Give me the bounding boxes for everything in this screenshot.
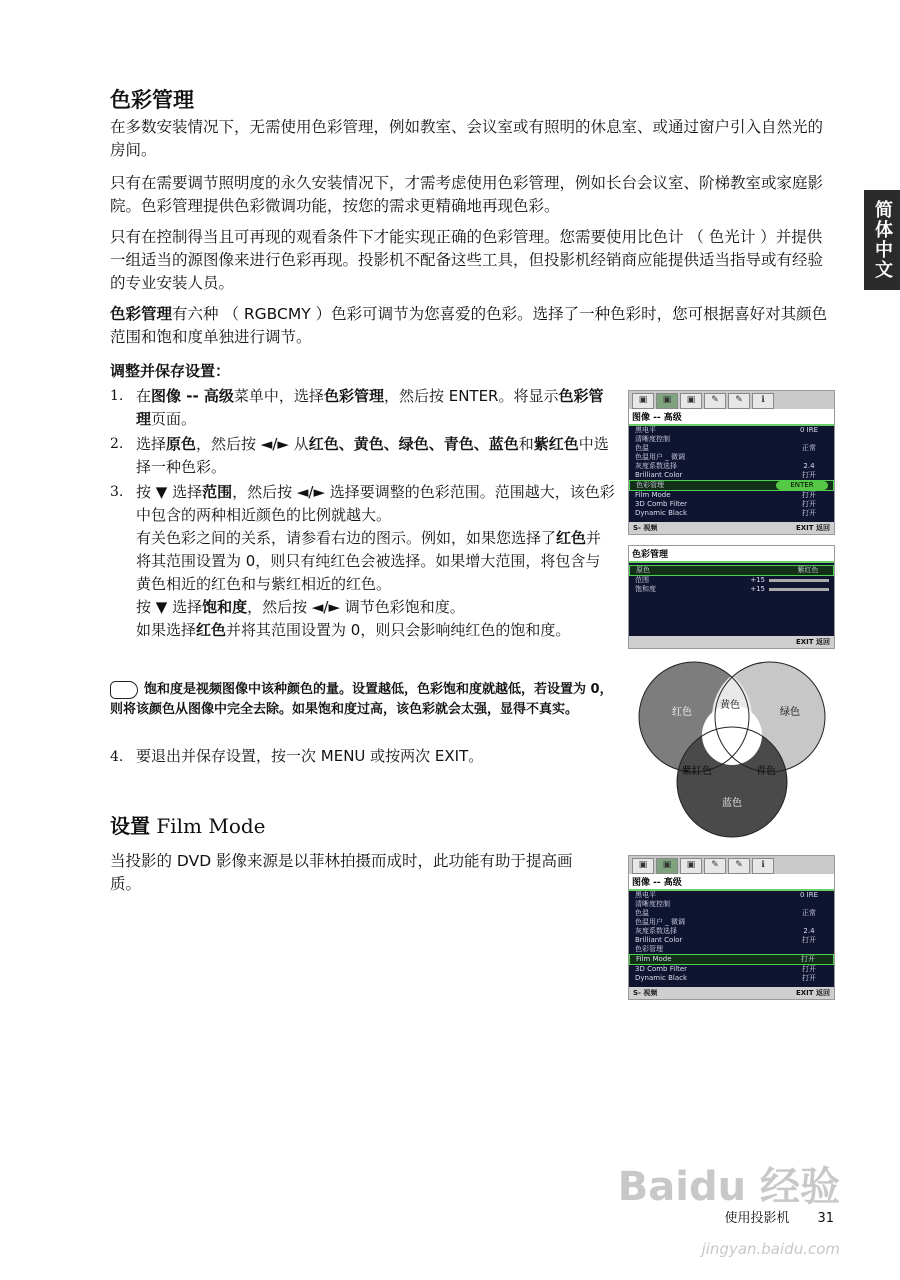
tab-icon: ▣ xyxy=(656,393,678,409)
menu-row: 饱和度 +15 xyxy=(629,585,834,594)
tab-icon: ℹ xyxy=(752,393,774,409)
menu-row: 色温用户 _ 微调 xyxy=(635,918,685,926)
menu-row: Film Mode 打开 xyxy=(635,491,816,499)
steps-list xyxy=(110,385,615,644)
tab-icon: ℹ xyxy=(752,858,774,874)
menu-footer: S- 视频 EXIT 返回 xyxy=(629,987,834,999)
tab-icon: ▣ xyxy=(680,858,702,874)
menu-row: 清晰度控制 xyxy=(635,900,670,908)
menu-row: Brilliant Color 打开 xyxy=(635,471,816,479)
menu-row: 3D Comb Filter 打开 xyxy=(635,965,816,973)
menu-row: Dynamic Black 打开 xyxy=(635,974,816,982)
menu-row: Dynamic Black 打开 xyxy=(635,509,816,517)
menu-row: 色温用户 _ 微调 xyxy=(635,453,685,461)
tab-icon: ▣ xyxy=(656,858,678,874)
step-2: 2. 选择原色，然后按 ◄/► 从红色、黄色、绿色、青色、蓝色和紫红色中选择一种色彩。 xyxy=(110,435,609,476)
menu-row-selected: 色彩管理 ENTER xyxy=(629,480,834,491)
menu-row: 灰度系数选择 2.4 xyxy=(635,462,815,470)
menu-row: 色彩管理 xyxy=(635,945,663,953)
watermark-logo: Baidu 经验 xyxy=(617,1164,840,1210)
menu-title: 图像 -- 高级 xyxy=(629,874,834,891)
film-mode-heading: 设置 Film Mode xyxy=(110,814,266,838)
tab-icon: ▣ xyxy=(632,393,654,409)
page-number: 31 xyxy=(817,1211,834,1226)
venn-label-yellow: 黄色 xyxy=(720,700,740,711)
menu-footer: EXIT 返回 xyxy=(629,636,834,648)
tab-icon: ✎ xyxy=(728,393,750,409)
tab-icon: ✎ xyxy=(704,858,726,874)
menu-row: 范围 +15 xyxy=(629,576,834,585)
paragraph-1: 在多数安装情况下，无需使用色彩管理，例如教室、会议室或有照明的休息室、或通过窗户引入自然光的房间。 xyxy=(110,118,824,159)
tab-icon: ✎ xyxy=(704,393,726,409)
step-1: 1. 在图像 -- 高级菜单中，选择色彩管理，然后按 ENTER。将显示色彩管理页面。 xyxy=(110,387,604,428)
pointing-hand-icon xyxy=(110,681,138,699)
venn-label-green: 绿色 xyxy=(780,707,800,718)
tab-icon: ▣ xyxy=(680,393,702,409)
menu-title: 图像 -- 高级 xyxy=(629,409,834,426)
menu-image-advanced xyxy=(628,390,835,535)
menu-row: 色温 正常 xyxy=(635,909,816,917)
menu-rows xyxy=(629,426,834,518)
menu-color-management xyxy=(628,545,835,649)
venn-label-red: 红色 xyxy=(672,707,692,718)
menu-row: 黑电平 0 IRE xyxy=(635,426,819,434)
step-3: 3. 按 ▼ 选择范围，然后按 ◄/► 选择要调整的色彩范围。范围越大，该色彩中包含的两种相近颜色的比例就越大。 有关色彩之间的关系，请参看右边的图示。例如，如果您选择了红色并将其范围设置为 0，则只有纯红色会被选择。如果增大范围，将包含与黄色相近的红色和与紫红相近的红色。 按 ▼ 选择饱和度，然后按 ◄/► 调节色彩饱和度。 如果选择红色并将其范围设置为 0，则只会影响纯红色的饱和度。 xyxy=(110,483,615,639)
tab-icon: ✎ xyxy=(728,858,750,874)
venn-label-magenta: 紫红色 xyxy=(682,766,712,777)
color-venn-diagram xyxy=(632,660,832,845)
paragraph-3: 只有在控制得当且可再现的观看条件下才能实现正确的色彩管理。您需要使用比色计 （ 色光计 ）并提供一组适当的源图像来进行色彩再现。投影机不配备这些工具，但投影机经销商应能提供适当指导或有经验的专业安装人员。 xyxy=(110,228,824,292)
venn-label-cyan: 青色 xyxy=(756,766,776,777)
paragraph-2: 只有在需要调节照明度的永久安装情况下，才需考虑使用色彩管理，例如长台会议室、阶梯教室或家庭影院。色彩管理提供色彩微调功能，按您的需求更精确地再现色彩。 xyxy=(110,174,824,215)
slider-bar xyxy=(769,588,829,591)
tab-icon: ▣ xyxy=(632,858,654,874)
menu-row: 灰度系数选择 2.4 xyxy=(635,927,815,935)
menu-title: 色彩管理 xyxy=(629,546,834,563)
language-tab: 简体中文 xyxy=(864,190,900,290)
venn-label-blue: 蓝色 xyxy=(722,798,742,809)
section-title: 色彩管理 xyxy=(110,88,194,112)
film-mode-text: 当投影的 DVD 影像来源是以菲林拍摄而成时，此功能有助于提高画质。 xyxy=(110,852,573,893)
menu-row: 3D Comb Filter 打开 xyxy=(635,500,816,508)
menu-tabs xyxy=(629,391,834,409)
menu-row: Brilliant Color 打开 xyxy=(635,936,816,944)
menu-image-advanced-film xyxy=(628,855,835,1000)
subheading: 调整并保存设置： xyxy=(110,362,231,380)
watermark-url: jingyan.baidu.com xyxy=(701,1240,840,1258)
note: 饱和度是视频图像中该种颜色的量。设置越低，色彩饱和度就越低，若设置为 0，则将该颜色从图像中完全去除。如果饱和度过高，该色彩就会太强，显得不真实。 xyxy=(110,682,613,717)
menu-tabs xyxy=(629,856,834,874)
menu-row: 黑电平 0 IRE xyxy=(635,891,819,899)
paragraph-4: 色彩管理有六种 （ RGBCMY ）色彩可调节为您喜爱的色彩。选择了一种色彩时，您可根据喜好对其颜色范围和饱和度单独进行调节。 xyxy=(110,305,828,346)
slider-bar xyxy=(769,579,829,582)
menu-row: 清晰度控制 xyxy=(635,435,670,443)
menu-row: 色温 正常 xyxy=(635,444,816,452)
menu-row-selected: Film Mode 打开 xyxy=(629,954,834,965)
menu-footer: S- 视频 EXIT 返回 xyxy=(629,522,834,534)
step-4: 4. 要退出并保存设置，按一次 MENU 或按两次 EXIT。 xyxy=(110,747,484,765)
page-footer: 使用投影机 31 xyxy=(724,1211,834,1226)
menu-row-selected: 原色 紫红色 xyxy=(629,565,834,576)
